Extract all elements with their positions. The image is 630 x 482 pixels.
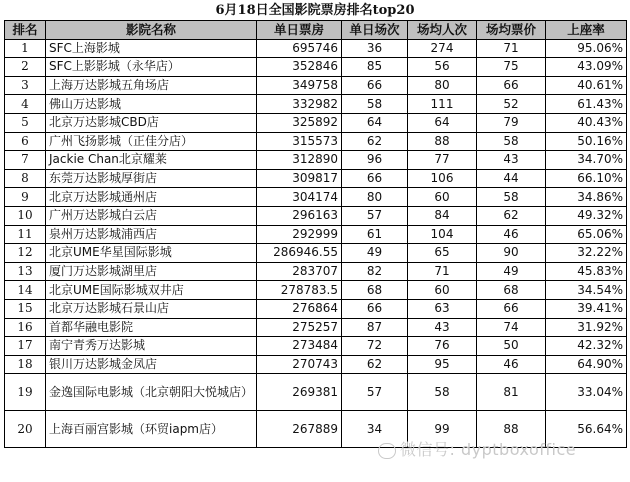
box-office-table (4, 20, 627, 448)
cell-rank: 11 (5, 225, 46, 244)
cell-cinema-name: 北京UME华星国际影城 (46, 244, 257, 263)
cell-occupancy: 66.10% (546, 169, 627, 188)
table-row (5, 318, 627, 337)
cell-rank: 10 (5, 206, 46, 225)
cell-gross: 267889 (257, 411, 342, 448)
table-row (5, 374, 627, 411)
cell-occupancy: 40.43% (546, 113, 627, 132)
cell-gross: 325892 (257, 113, 342, 132)
cell-cinema-name: SFC上影影城（永华店） (46, 58, 257, 77)
cell-occupancy: 61.43% (546, 95, 627, 114)
cell-rank: 19 (5, 374, 46, 411)
cell-gross: 352846 (257, 58, 342, 77)
col-header-attendance: 场均人次 (408, 21, 477, 40)
cell-shows: 58 (342, 95, 408, 114)
cell-price: 50 (477, 337, 546, 356)
cell-cinema-name: 厦门万达影城湖里店 (46, 262, 257, 281)
table-row (5, 355, 627, 374)
table-row (5, 169, 627, 188)
header-row (5, 21, 627, 40)
cell-cinema-name: 佛山万达影城 (46, 95, 257, 114)
cell-occupancy: 32.22% (546, 244, 627, 263)
cell-cinema-name: 北京万达影城通州店 (46, 188, 257, 207)
cell-attendance: 76 (408, 337, 477, 356)
cell-gross: 304174 (257, 188, 342, 207)
table-title: 6月18日全国影院票房排名top20 (215, 3, 415, 18)
cell-attendance: 80 (408, 76, 477, 95)
cell-cinema-name: Jackie Chan北京耀莱 (46, 151, 257, 170)
wechat-icon (378, 443, 396, 459)
cell-price: 75 (477, 58, 546, 77)
cell-price: 58 (477, 132, 546, 151)
cell-attendance: 58 (408, 374, 477, 411)
cell-price: 74 (477, 318, 546, 337)
cell-attendance: 99 (408, 411, 477, 448)
cell-gross: 269381 (257, 374, 342, 411)
cell-cinema-name: 北京UME国际影城双井店 (46, 281, 257, 300)
cell-occupancy: 34.70% (546, 151, 627, 170)
cell-occupancy: 50.16% (546, 132, 627, 151)
cell-cinema-name: 广州飞扬影城（正佳分店） (46, 132, 257, 151)
table-row (5, 244, 627, 263)
cell-attendance: 63 (408, 299, 477, 318)
cell-shows: 57 (342, 374, 408, 411)
cell-gross: 349758 (257, 76, 342, 95)
cell-occupancy: 31.92% (546, 318, 627, 337)
table-row (5, 225, 627, 244)
cell-rank: 13 (5, 262, 46, 281)
cell-gross: 275257 (257, 318, 342, 337)
cell-gross: 278783.5 (257, 281, 342, 300)
table-row (5, 206, 627, 225)
table-row (5, 95, 627, 114)
cell-occupancy: 40.61% (546, 76, 627, 95)
cell-shows: 66 (342, 299, 408, 318)
cell-occupancy: 34.54% (546, 281, 627, 300)
cell-shows: 34 (342, 411, 408, 448)
cell-price: 46 (477, 355, 546, 374)
table-row (5, 281, 627, 300)
cell-rank: 6 (5, 132, 46, 151)
cell-gross: 312890 (257, 151, 342, 170)
col-header-rank: 排名 (5, 21, 46, 40)
col-header-occupancy: 上座率 (546, 21, 627, 40)
col-header-shows: 单日场次 (342, 21, 408, 40)
table-row (5, 188, 627, 207)
cell-price: 52 (477, 95, 546, 114)
cell-price: 68 (477, 281, 546, 300)
cell-gross: 315573 (257, 132, 342, 151)
cell-shows: 66 (342, 76, 408, 95)
cell-shows: 96 (342, 151, 408, 170)
cell-price: 43 (477, 151, 546, 170)
table-row (5, 299, 627, 318)
table-body (5, 39, 627, 448)
cell-occupancy: 43.09% (546, 58, 627, 77)
col-header-cinema: 影院名称 (46, 21, 257, 40)
cell-gross: 273484 (257, 337, 342, 356)
cell-rank: 18 (5, 355, 46, 374)
cell-price: 66 (477, 76, 546, 95)
cell-price: 62 (477, 206, 546, 225)
cell-occupancy: 64.90% (546, 355, 627, 374)
cell-rank: 5 (5, 113, 46, 132)
cell-cinema-name: SFC上海影城 (46, 39, 257, 58)
cell-cinema-name: 上海万达影城五角场店 (46, 76, 257, 95)
cell-price: 79 (477, 113, 546, 132)
cell-gross: 286946.55 (257, 244, 342, 263)
cell-cinema-name: 金逸国际电影城（北京朝阳大悦城店） (46, 374, 257, 411)
cell-rank: 7 (5, 151, 46, 170)
cell-rank: 17 (5, 337, 46, 356)
table-row (5, 337, 627, 356)
cell-shows: 36 (342, 39, 408, 58)
cell-occupancy: 34.86% (546, 188, 627, 207)
table-row (5, 76, 627, 95)
cell-occupancy: 42.32% (546, 337, 627, 356)
cell-price: 49 (477, 262, 546, 281)
cell-cinema-name: 首都华融电影院 (46, 318, 257, 337)
table-row (5, 39, 627, 58)
cell-price: 66 (477, 299, 546, 318)
cell-rank: 12 (5, 244, 46, 263)
cell-attendance: 77 (408, 151, 477, 170)
cell-occupancy: 45.83% (546, 262, 627, 281)
ranking-sheet (4, 2, 626, 448)
cell-cinema-name: 北京万达影城石景山店 (46, 299, 257, 318)
table-row (5, 58, 627, 77)
cell-shows: 62 (342, 132, 408, 151)
cell-price: 90 (477, 244, 546, 263)
cell-price: 88 (477, 411, 546, 448)
cell-cinema-name: 广州万达影城白云店 (46, 206, 257, 225)
cell-attendance: 56 (408, 58, 477, 77)
cell-cinema-name: 东莞万达影城厚街店 (46, 169, 257, 188)
cell-gross: 270743 (257, 355, 342, 374)
cell-occupancy: 39.41% (546, 299, 627, 318)
cell-shows: 62 (342, 355, 408, 374)
cell-cinema-name: 南宁青秀万达影城 (46, 337, 257, 356)
table-row (5, 113, 627, 132)
cell-gross: 283707 (257, 262, 342, 281)
cell-shows: 61 (342, 225, 408, 244)
cell-attendance: 106 (408, 169, 477, 188)
cell-rank: 4 (5, 95, 46, 114)
cell-occupancy: 65.06% (546, 225, 627, 244)
wechat-watermark (378, 437, 576, 460)
cell-gross: 309817 (257, 169, 342, 188)
cell-shows: 87 (342, 318, 408, 337)
cell-occupancy: 56.64% (546, 411, 627, 448)
cell-shows: 72 (342, 337, 408, 356)
cell-shows: 64 (342, 113, 408, 132)
cell-gross: 332982 (257, 95, 342, 114)
cell-attendance: 65 (408, 244, 477, 263)
cell-gross: 695746 (257, 39, 342, 58)
cell-occupancy: 49.32% (546, 206, 627, 225)
cell-gross: 276864 (257, 299, 342, 318)
cell-price: 44 (477, 169, 546, 188)
cell-rank: 9 (5, 188, 46, 207)
cell-attendance: 111 (408, 95, 477, 114)
cell-attendance: 104 (408, 225, 477, 244)
cell-rank: 14 (5, 281, 46, 300)
cell-rank: 16 (5, 318, 46, 337)
cell-rank: 15 (5, 299, 46, 318)
cell-cinema-name: 银川万达影城金凤店 (46, 355, 257, 374)
cell-occupancy: 95.06% (546, 39, 627, 58)
cell-attendance: 60 (408, 281, 477, 300)
col-header-gross: 单日票房 (257, 21, 342, 40)
cell-rank: 3 (5, 76, 46, 95)
cell-shows: 49 (342, 244, 408, 263)
cell-price: 71 (477, 39, 546, 58)
cell-shows: 57 (342, 206, 408, 225)
cell-attendance: 95 (408, 355, 477, 374)
cell-gross: 292999 (257, 225, 342, 244)
cell-attendance: 60 (408, 188, 477, 207)
cell-price: 46 (477, 225, 546, 244)
cell-rank: 20 (5, 411, 46, 448)
cell-shows: 66 (342, 169, 408, 188)
cell-attendance: 274 (408, 39, 477, 58)
cell-cinema-name: 上海百丽宫影城（环贸iapm店） (46, 411, 257, 448)
cell-rank: 8 (5, 169, 46, 188)
cell-rank: 1 (5, 39, 46, 58)
cell-shows: 80 (342, 188, 408, 207)
col-header-price: 场均票价 (477, 21, 546, 40)
table-row (5, 151, 627, 170)
table-row (5, 132, 627, 151)
cell-shows: 85 (342, 58, 408, 77)
cell-gross: 296163 (257, 206, 342, 225)
cell-attendance: 84 (408, 206, 477, 225)
cell-price: 58 (477, 188, 546, 207)
cell-attendance: 43 (408, 318, 477, 337)
cell-shows: 82 (342, 262, 408, 281)
cell-attendance: 64 (408, 113, 477, 132)
cell-occupancy: 33.04% (546, 374, 627, 411)
cell-price: 81 (477, 374, 546, 411)
cell-attendance: 88 (408, 132, 477, 151)
watermark-text: 微信号: dyptboxoffice (400, 440, 577, 459)
table-row (5, 262, 627, 281)
cell-attendance: 71 (408, 262, 477, 281)
cell-rank: 2 (5, 58, 46, 77)
cell-cinema-name: 北京万达影城CBD店 (46, 113, 257, 132)
cell-shows: 68 (342, 281, 408, 300)
cell-cinema-name: 泉州万达影城浦西店 (46, 225, 257, 244)
